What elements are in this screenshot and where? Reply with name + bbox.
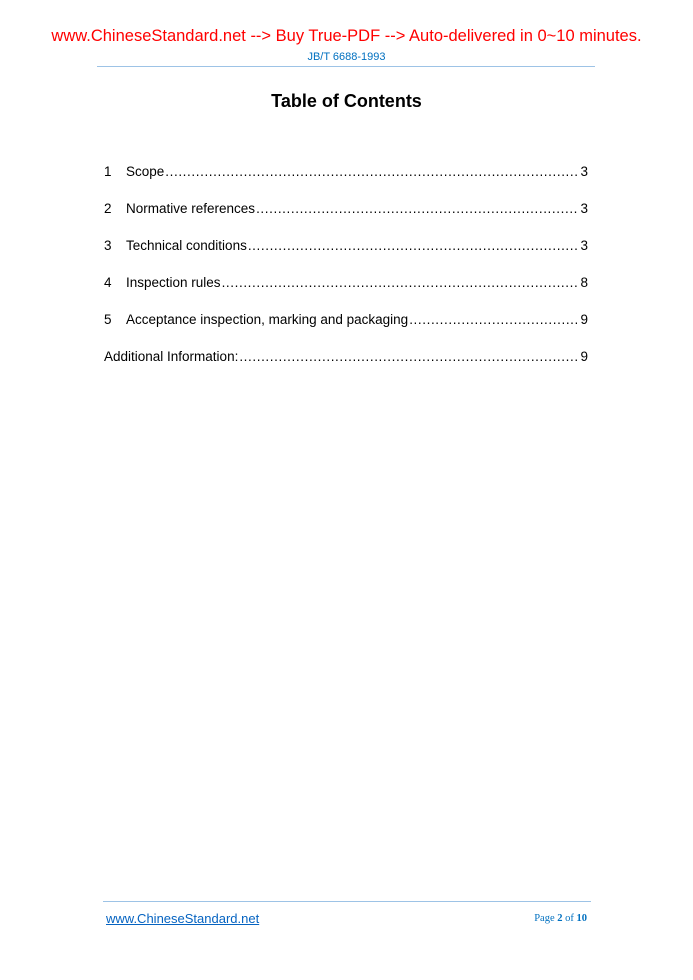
toc-entry-label: Normative references — [126, 201, 256, 216]
page-indicator — [534, 913, 587, 924]
footer-website-link[interactable]: www.ChineseStandard.net — [106, 911, 260, 926]
toc-dot-leader — [222, 273, 580, 293]
toc-entry-additional-information[interactable] — [104, 347, 588, 384]
page-current: 2 — [557, 913, 563, 924]
header-divider — [97, 66, 595, 67]
toc-entry-technical-conditions[interactable] — [104, 236, 588, 273]
toc-entry-page: 3 — [580, 164, 588, 179]
toc-dot-leader — [165, 162, 579, 182]
toc-entry-number: 1 — [104, 164, 112, 179]
toc-entry-page: 9 — [580, 349, 588, 364]
toc-entry-page: 3 — [580, 238, 588, 253]
toc-entry-label: Acceptance inspection, marking and packaging — [126, 312, 409, 327]
toc-dot-leader — [256, 199, 579, 219]
toc-entry-acceptance-inspection[interactable] — [104, 310, 588, 347]
toc-entry-page: 3 — [580, 201, 588, 216]
toc-entry-label: Inspection rules — [126, 275, 221, 290]
toc-entry-page: 9 — [580, 312, 588, 327]
toc-dot-leader — [239, 347, 579, 367]
toc-entry-number: 5 — [104, 312, 112, 327]
toc-entry-label: Additional Information: — [104, 349, 239, 364]
page-total: 10 — [576, 913, 587, 924]
toc-entry-number: 3 — [104, 238, 112, 253]
toc-entry-normative-references[interactable] — [104, 199, 588, 236]
toc-dot-leader — [409, 310, 579, 330]
toc-entry-scope[interactable] — [104, 162, 588, 199]
table-of-contents — [104, 162, 588, 384]
toc-entry-page: 8 — [580, 275, 588, 290]
toc-entry-label: Technical conditions — [126, 238, 247, 253]
toc-entry-number: 4 — [104, 275, 112, 290]
toc-entry-number: 2 — [104, 201, 112, 216]
promo-banner[interactable]: www.ChineseStandard.net --> Buy True-PDF --> Auto-delivered in 0~10 minutes. — [51, 27, 642, 45]
toc-entry-label: Scope — [126, 164, 165, 179]
toc-entry-inspection-rules[interactable] — [104, 273, 588, 310]
toc-dot-leader — [248, 236, 580, 256]
toc-title: Table of Contents — [271, 91, 422, 111]
footer-divider — [103, 901, 591, 902]
page-of: of — [565, 913, 574, 924]
page-prefix: Page — [534, 913, 555, 924]
standard-code: JB/T 6688-1993 — [307, 51, 386, 63]
